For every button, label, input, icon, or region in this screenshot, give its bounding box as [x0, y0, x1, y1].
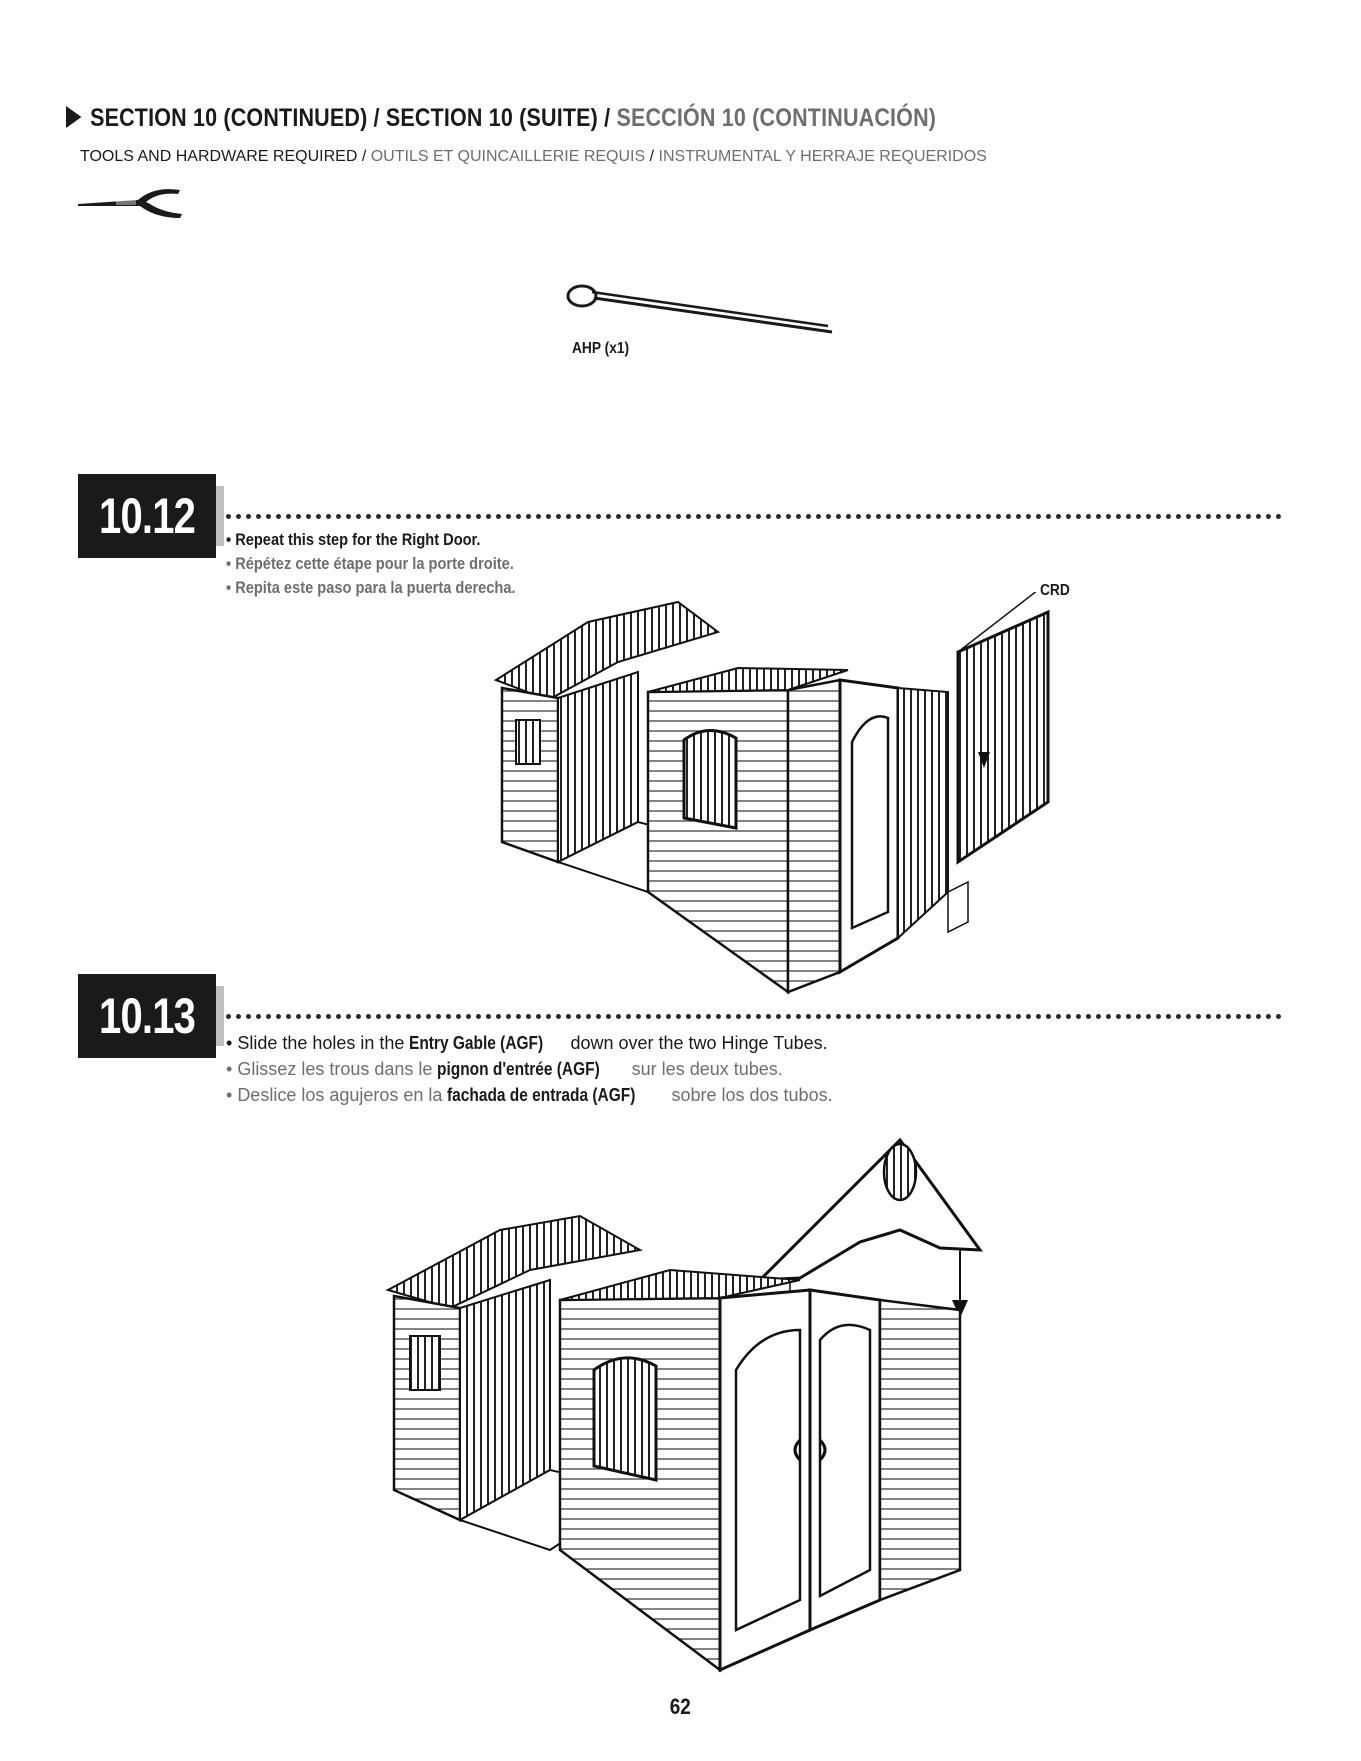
tools-required [80, 148, 987, 166]
step-number-10-13: 10.13 [78, 974, 216, 1058]
title-en: SECTION 10 (CONTINUED) [90, 104, 368, 132]
play-triangle-icon [66, 106, 81, 128]
title-es: SECCIÓN 10 (CONTINUACIÓN) [616, 104, 937, 132]
page-number: 62 [669, 1694, 692, 1719]
pliers-icon [76, 182, 188, 226]
bullet-en: • Slide the holes in the Entry Gable (AGF) down over the two Hinge Tubes. [226, 1033, 828, 1053]
tools-es: INSTRUMENTAL Y HERRAJE REQUERIDOS [658, 148, 987, 165]
dotted-divider [226, 514, 1282, 519]
bullet-en: • Repeat this step for the Right Door. [226, 530, 481, 549]
tools-fr: OUTILS ET QUINCAILLERIE REQUIS [370, 148, 646, 165]
tools-sep-2: / [645, 148, 659, 165]
step-10-12-bullets [226, 528, 563, 600]
step-10-13-bullets [226, 1030, 833, 1108]
hardware-label: AHP (x1) [572, 340, 630, 357]
section-title [66, 104, 936, 133]
bullet-es: • Repita este paso para la puerta derecha. [226, 578, 516, 597]
bullet-fr: • Répétez cette étape pour la porte droite. [226, 554, 514, 573]
title-fr: SECTION 10 (SUITE) [385, 104, 599, 132]
title-sep-2: / [598, 104, 617, 132]
shed-illustration-right-door [488, 592, 1088, 1012]
title-sep-1: / [367, 104, 386, 132]
tools-en: TOOLS AND HARDWARE REQUIRED [80, 148, 358, 165]
tools-sep-1: / [357, 148, 371, 165]
step-shade [216, 486, 224, 546]
step-shade [216, 986, 224, 1046]
shed-illustration-entry-gable [380, 1130, 1000, 1690]
step-number-10-12: 10.12 [78, 474, 216, 558]
callout-label-crd: CRD [1040, 582, 1070, 599]
dotted-divider [226, 1014, 1282, 1019]
bullet-es: • Deslice los agujeros en la fachada de entrada (AGF) sobre los dos tubos. [226, 1085, 833, 1105]
bullet-fr: • Glissez les trous dans le pignon d'entrée (AGF) sur les deux tubes. [226, 1059, 783, 1079]
hitch-pin-icon [560, 276, 840, 340]
